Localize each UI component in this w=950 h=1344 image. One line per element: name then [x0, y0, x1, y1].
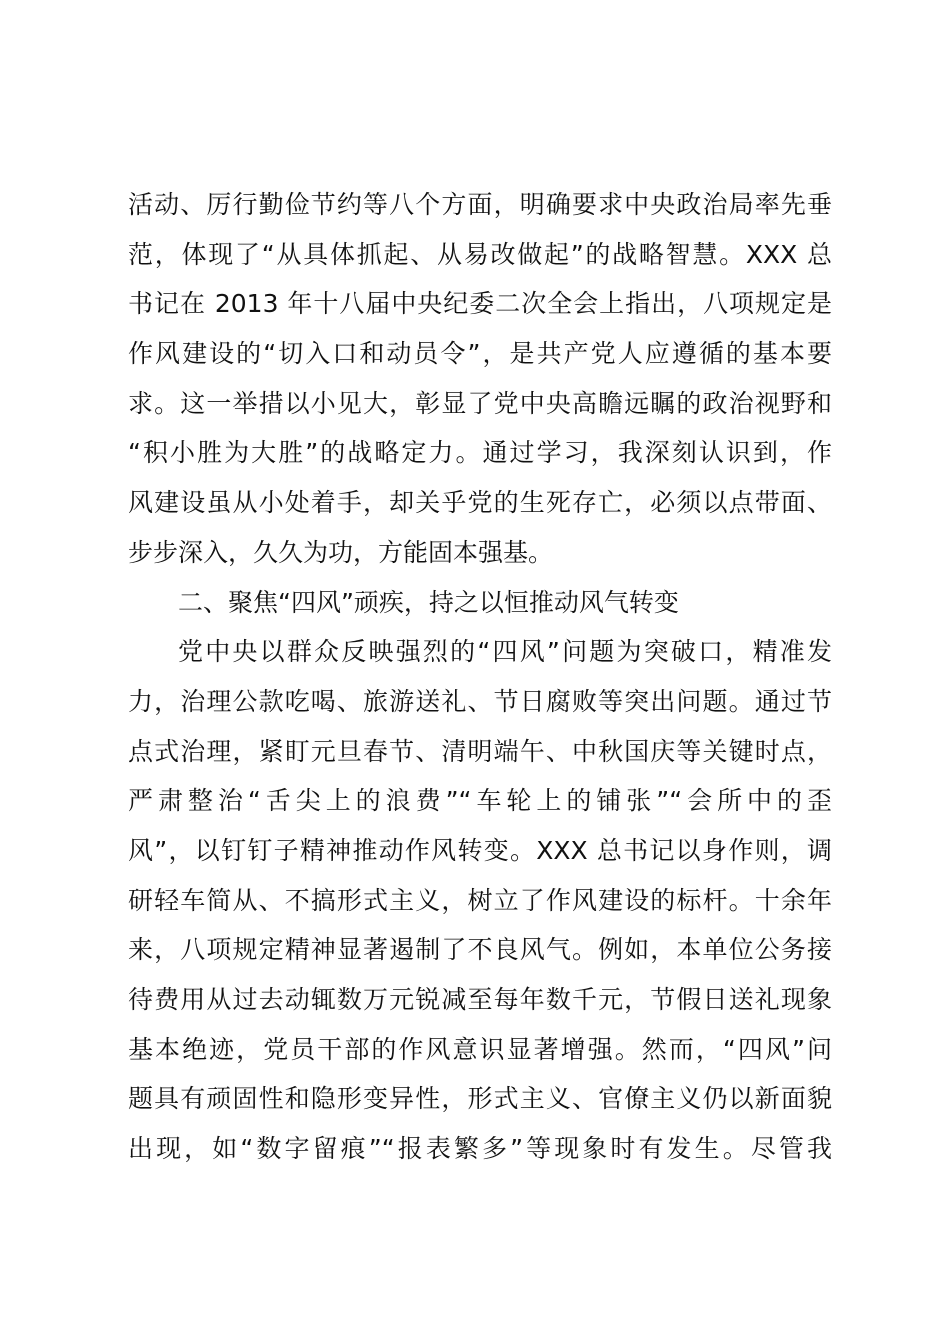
text-line: 出现，如“数字留痕”“报表繁多”等现象时有发生。尽管我	[128, 1134, 832, 1164]
text-line: 待费用从过去动辄数万元锐减至每年数千元，节假日送礼现象	[128, 985, 832, 1014]
text-line: 风”，以钉钉子精神推动作风转变。XXX 总书记以身作则，调	[128, 835, 832, 865]
text-line: 范，体现了“从具体抓起、从易改做起”的战略智慧。XXX 总	[128, 239, 832, 269]
text-line: 点式治理，紧盯元旦春节、清明端午、中秋国庆等关键时点，	[128, 736, 832, 766]
text-line: 严肃整治“舌尖上的浪费”“车轮上的铺张”“会所中的歪	[128, 786, 832, 816]
text-line: 题具有顽固性和隐形变异性，形式主义、官僚主义仍以新面貌	[128, 1084, 832, 1114]
text-line: 求。这一举措以小见大，彰显了党中央高瞻远瞩的政治视野和	[128, 388, 832, 418]
document-body	[128, 180, 832, 1174]
text-line: 力，治理公款吃喝、旅游送礼、节日腐败等突出问题。通过节	[128, 686, 832, 716]
text-line: 基本绝迹，党员干部的作风意识显著增强。然而，“四风”问	[128, 1034, 832, 1064]
text-line: 作风建设的“切入口和动员令”，是共产党人应遵循的基本要	[128, 339, 832, 369]
text-line: 活动、厉行勤俭节约等八个方面，明确要求中央政治局率先垂	[128, 190, 832, 219]
paragraph-2	[128, 627, 832, 1174]
section-heading: 二、聚焦“四风”顽疾，持之以恒推动风气转变	[178, 587, 679, 617]
text-line: 书记在 2013 年十八届中央纪委二次全会上指出，八项规定是	[128, 289, 832, 319]
paragraph-1	[128, 180, 832, 578]
text-line: 研轻车简从、不搞形式主义，树立了作风建设的标杆。十余年	[128, 885, 832, 915]
text-line: 来，八项规定精神显著遏制了不良风气。例如，本单位公务接	[128, 935, 832, 965]
text-line: 党中央以群众反映强烈的“四风”问题为突破口，精准发	[178, 637, 832, 667]
text-line: 风建设虽从小处着手，却关乎党的生死存亡，必须以点带面、	[128, 488, 832, 518]
text-line: “积小胜为大胜”的战略定力。通过学习，我深刻认识到，作	[128, 438, 832, 468]
text-line: 步步深入，久久为功，方能固本强基。	[128, 537, 554, 567]
